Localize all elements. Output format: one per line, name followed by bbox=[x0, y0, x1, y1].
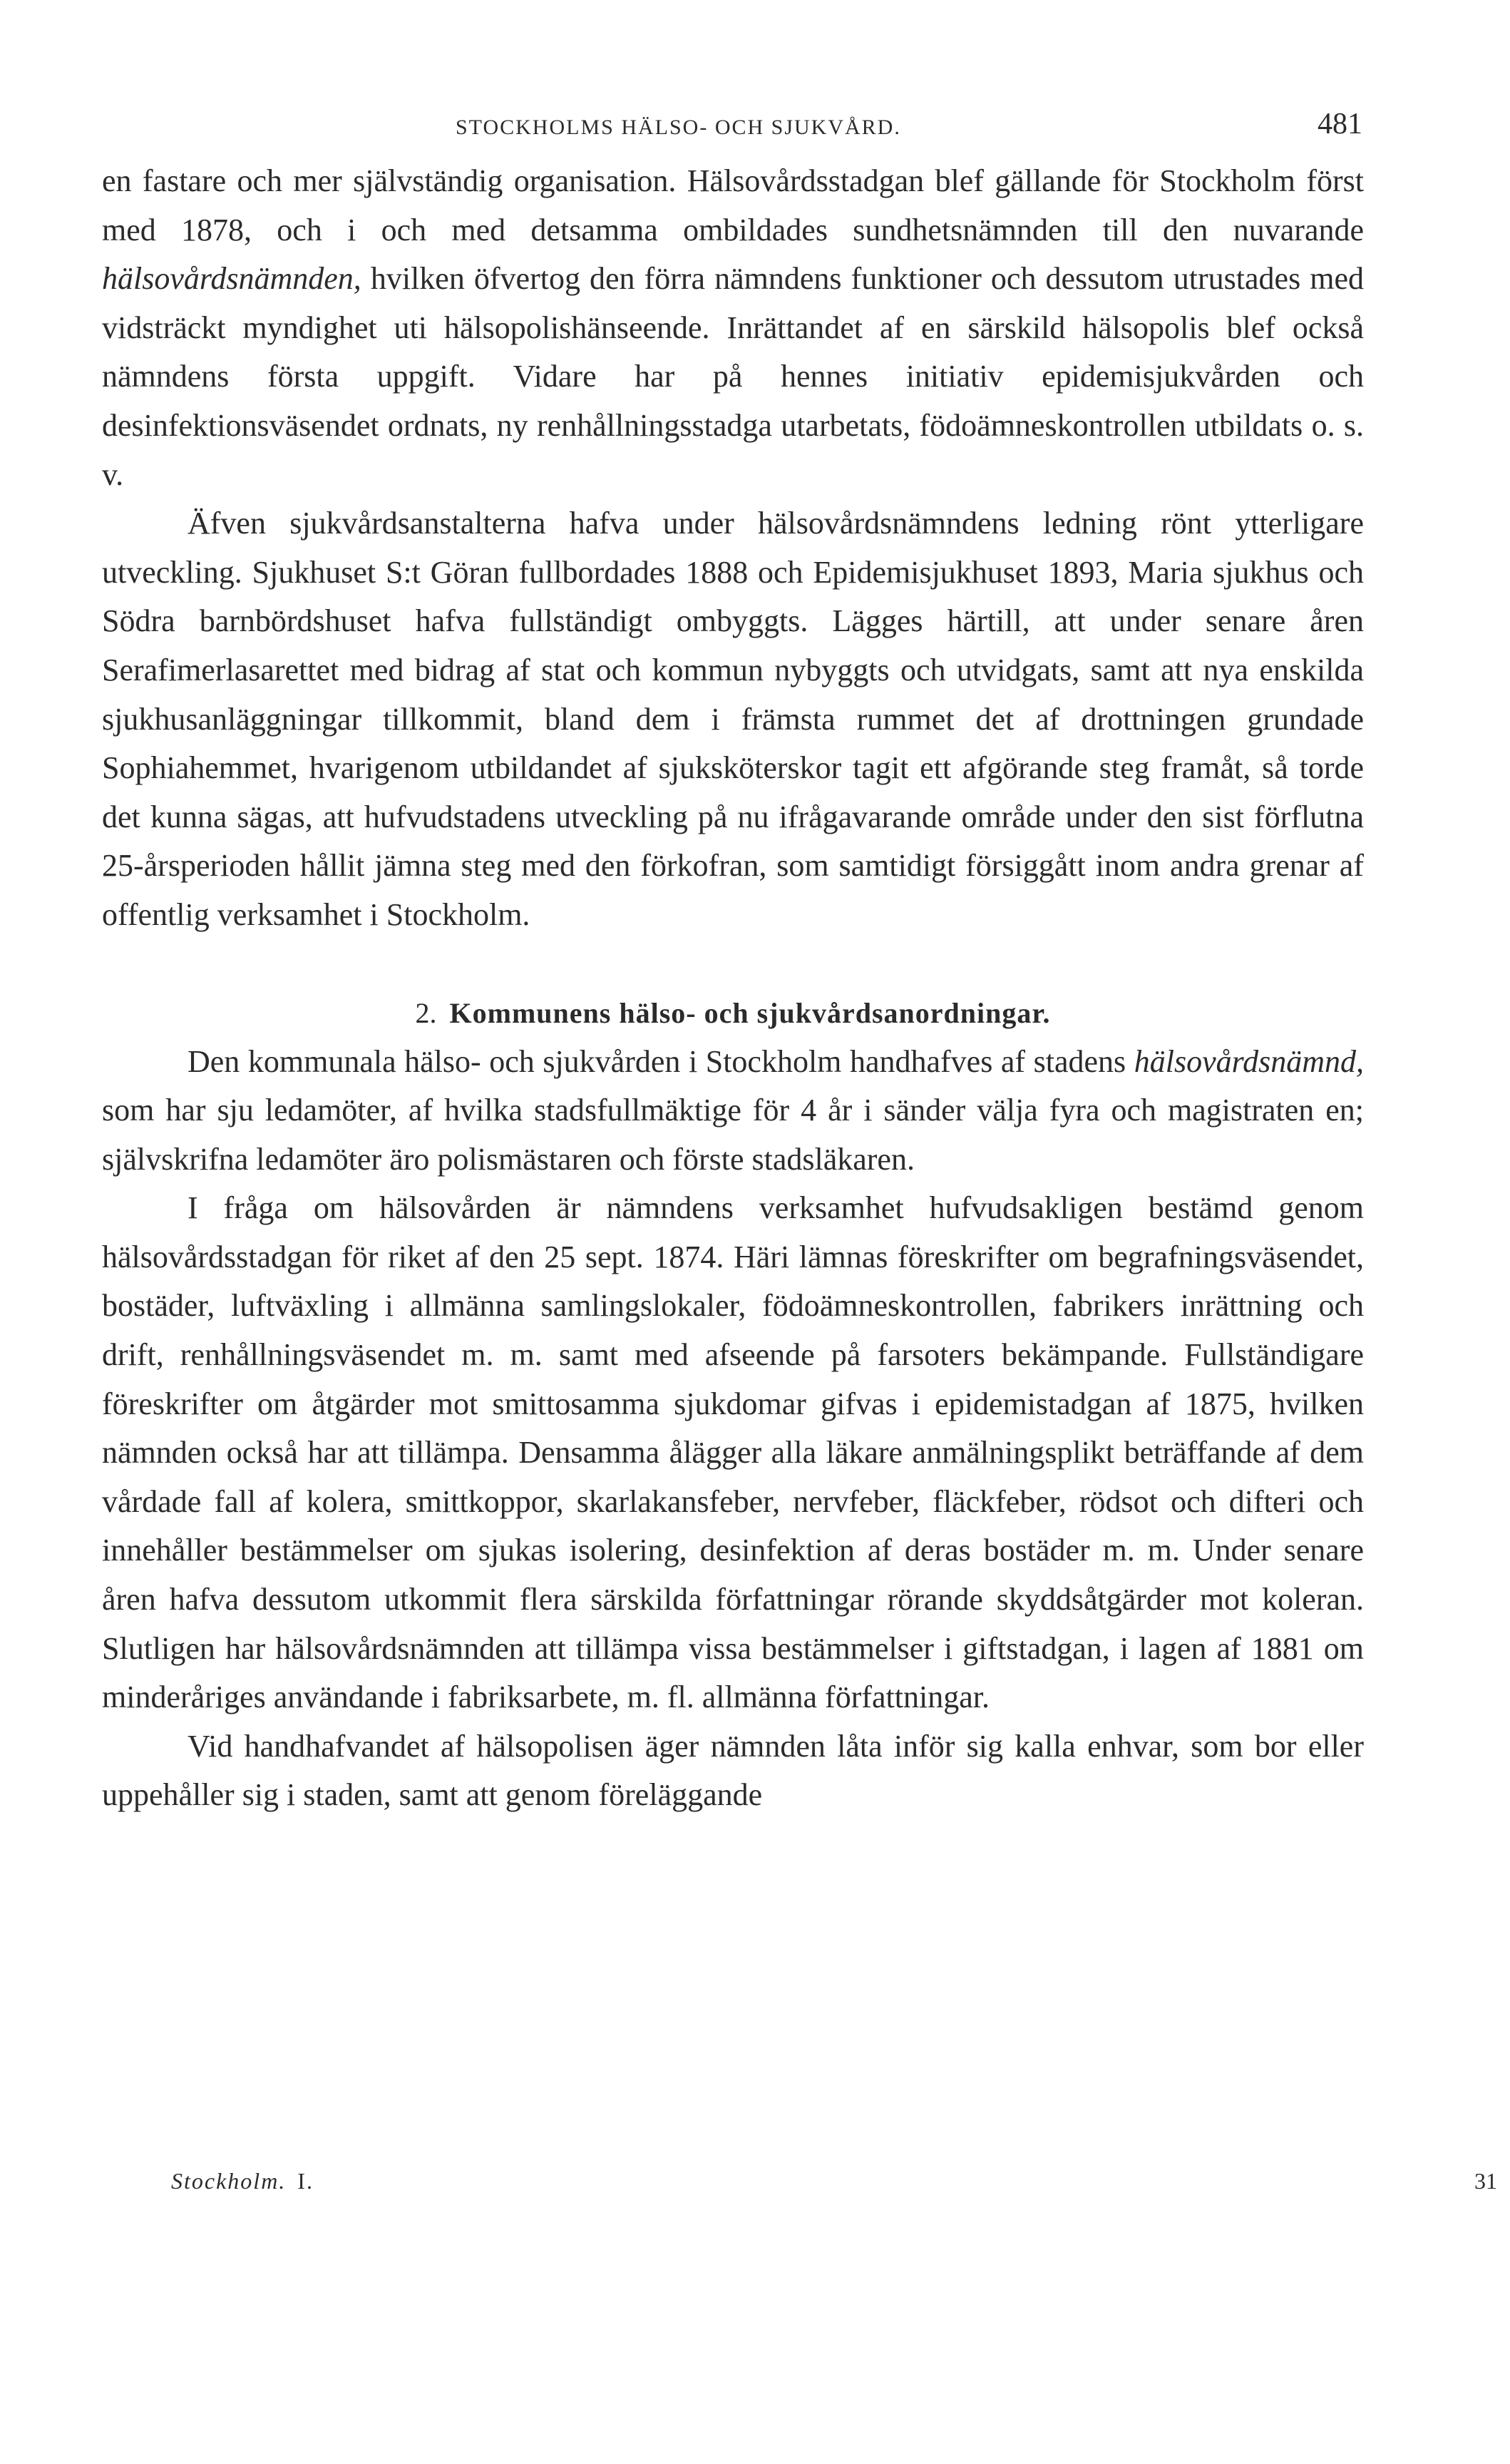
paragraph-kommunala-halsovarden bbox=[102, 1038, 1364, 1185]
section-heading bbox=[102, 989, 1364, 1038]
paragraph-halsovardsstadgan: I fråga om hälsovården är nämndens verksamhet hufvudsakligen bestämd genom hälsovårdsstadgan för riket af den 25 sept. 1874. Häri lämnas föreskrifter om begrafningsväsendet, bostäder, luftväxling i allmänna samlingslokaler, födoämneskontrollen, fabrikers inrättning och drift, renhållningsväsendet m. m. samt med afseende på farsoters bekämpande. Fullständigare föreskrifter om åtgärder mot smittosamma sjukdomar gifvas i epidemistadgan af 1875, hvilken nämnden också har att tillämpa. Densamma ålägger alla läkare anmälningsplikt beträffande af dem vårdade fall af kolera, smittkoppor, skarlakansfeber, nervfeber, fläckfeber, rödsot och difteri och innehåller bestämmelser om sjukas isolering, desinfektion af deras bostäder m. m. Under senare åren hafva dessutom utkommit flera särskilda författningar rörande skyddsåtgärder mot koleran. Slutligen har hälsovårdsnämnden att tillämpa vissa bestämmelser i giftstadgan, i lagen af 1881 om minderåriges användande i fabriksarbete, m. fl. allmänna författningar. bbox=[102, 1190, 1364, 1715]
paragraph-text: som har sju ledamöter, af hvilka stadsfullmäktige för 4 år i sänder välja fyra och magistraten en; självskrifna ledamöter äro polismästaren och förste stadsläkaren. bbox=[102, 1093, 1364, 1177]
paragraph-text: en fastare och mer självständig organisation. Hälsovårdsstadgan blef gällande för Stockholm först med 1878, och i och med detsamma ombildades sundhetsnämnden till den nuvarande bbox=[102, 163, 1364, 247]
paragraph-halsopolisen: Vid handhafvandet af hälsopolisen äger nämnden låta inför sig kalla enhvar, som bor eller uppehåller sig i staden, samt att genom föreläggande bbox=[102, 1728, 1364, 1813]
running-head bbox=[102, 100, 1364, 157]
paragraph-text: hvilken öfvertog den förra nämndens funktioner och dessutom utrustades med vidsträckt myndighet uti hälsopolishänseende. Inrättandet af en särskild hälsopolis blef också nämndens första uppgift. Vidare har på hennes initiativ epidemisjukvården och desinfektionsväsendet ordnats, ny renhållningsstadga utarbetats, födoämneskontrollen utbildats o. s. v. bbox=[102, 261, 1364, 492]
sheet-number: 31 bbox=[1474, 2168, 1497, 2194]
paragraph-sjukvardsanstalter: Äfven sjukvårdsanstalterna hafva under hälsovårdsnämndens ledning rönt ytterligare utveckling. Sjukhuset S:t Göran fullbordades 1888 och Epidemisjukhuset 1893, Maria sjukhus och Södra barnbördshuset hafva fullständigt ombyggts. Lägges härtill, att under senare åren Serafimerlasarettet med bidrag af stat och kommun nybyggts och utvidgats, samt att nya enskilda sjukhusanläggningar tillkommit, bland dem i främsta rummet det af drottningen grundade Sophiahemmet, hvarigenom utbildandet af sjuksköterskor tagit ett afgörande steg framåt, så torde det kunna sägas, att hufvudstadens utveckling på nu ifrågavarande område under den sist förflutna 25-årsperioden hållit jämna steg med den förkofran, som samtidigt försiggått inom andra grenar af offentlig verksamhet i Stockholm. bbox=[102, 506, 1364, 932]
page-number: 481 bbox=[1318, 108, 1362, 140]
signature-mark bbox=[171, 2168, 314, 2194]
book-page bbox=[102, 100, 1364, 1820]
paragraph-organisation bbox=[102, 157, 1364, 499]
section-number: 2. bbox=[415, 996, 437, 1029]
page-footer bbox=[86, 2168, 1497, 2204]
emphasis-halsovardsnamnd: hälsovårdsnämnd, bbox=[1134, 1043, 1364, 1079]
paragraph-text: Den kommunala hälso- och sjukvården i Stockholm handhafves af stadens bbox=[188, 1043, 1134, 1079]
emphasis-halsovardsnamnden: hälsovårdsnämnden, bbox=[102, 261, 361, 297]
volume-number: I. bbox=[297, 2168, 314, 2194]
running-title: STOCKHOLMS HÄLSO- OCH SJUKVÅRD. bbox=[456, 116, 901, 139]
section-title: Kommunens hälso- och sjukvårdsanordningar. bbox=[449, 996, 1051, 1029]
signature-text: Stockholm. bbox=[171, 2168, 287, 2194]
